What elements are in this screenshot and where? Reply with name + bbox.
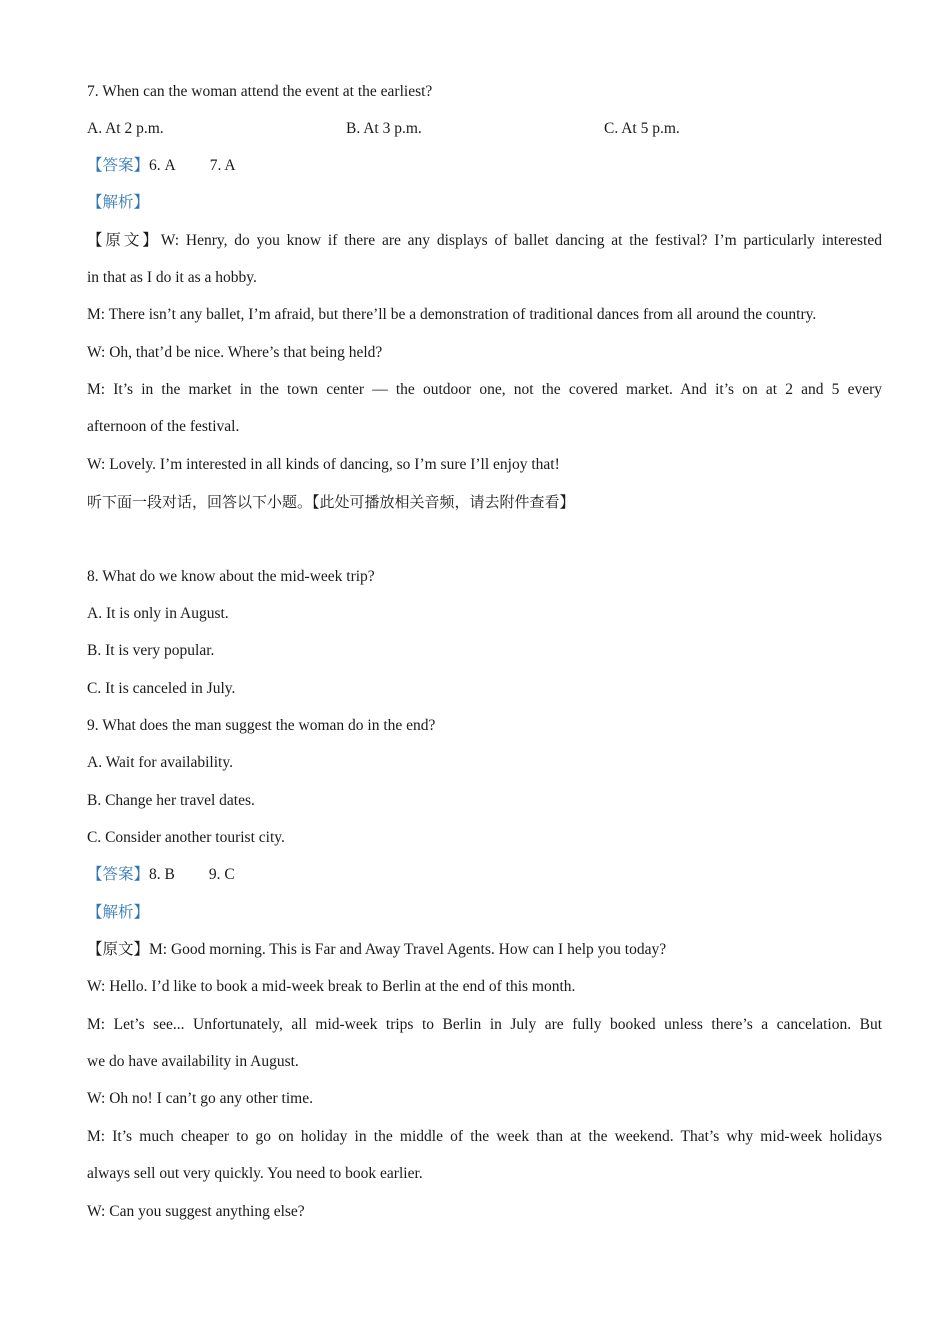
analysis-tag: 【解析】 bbox=[87, 194, 150, 211]
transcript-2-line-2: W: Hello. I’d like to book a mid-week break to Berlin at the end of this month. bbox=[87, 978, 576, 995]
transcript-2-line-1 bbox=[87, 940, 882, 960]
question-9-stem: 9. What does the man suggest the woman do in the end? bbox=[87, 717, 436, 734]
transcript-1-line-6: afternoon of the festival. bbox=[87, 418, 240, 435]
transcript-1-line-4: W: Oh, that’d be nice. Where’s that being held? bbox=[87, 344, 383, 361]
original-tag: 【原文】 bbox=[87, 941, 150, 958]
answer-tag: 【答案】 bbox=[87, 157, 150, 174]
answer-6: 6. A bbox=[149, 157, 176, 174]
question-9-option-a: A. Wait for availability. bbox=[87, 754, 233, 771]
question-7-option-c: C. At 5 p.m. bbox=[604, 120, 680, 137]
question-7-stem: 7. When can the woman attend the event at the earliest? bbox=[87, 83, 433, 100]
question-7-option-a: A. At 2 p.m. bbox=[87, 120, 164, 137]
answer-8: 8. B bbox=[149, 866, 175, 883]
question-9-option-c: C. Consider another tourist city. bbox=[87, 829, 285, 846]
question-8-option-a: A. It is only in August. bbox=[87, 605, 229, 622]
question-8-option-b: B. It is very popular. bbox=[87, 642, 215, 659]
transcript-2-line-7: always sell out very quickly. You need to book earlier. bbox=[87, 1165, 423, 1182]
transcript-2-line-4: we do have availability in August. bbox=[87, 1053, 299, 1070]
answer-line-8-9 bbox=[87, 865, 882, 885]
transcript-2-line-6: M: It’s much cheaper to go on holiday in the middle of the week than at the weekend. That’s why mid-week holidays bbox=[87, 1128, 882, 1145]
analysis-tag: 【解析】 bbox=[87, 904, 150, 921]
transcript-2-line-5: W: Oh no! I can’t go any other time. bbox=[87, 1090, 313, 1107]
transcript-1-line-3: M: There isn’t any ballet, I’m afraid, but there’ll be a demonstration of traditional dances from all around the country. bbox=[87, 306, 817, 323]
transcript-1-line-7: W: Lovely. I’m interested in all kinds of dancing, so I’m sure I’ll enjoy that! bbox=[87, 456, 560, 473]
answer-line-6-7 bbox=[87, 156, 882, 176]
answer-9: 9. C bbox=[208, 866, 235, 883]
question-7-option-b: B. At 3 p.m. bbox=[346, 120, 422, 137]
original-tag: 【原文】 bbox=[87, 232, 161, 249]
question-9-option-b: B. Change her travel dates. bbox=[87, 792, 255, 809]
transcript-1-text-1: W: Henry, do you know if there are any displays of ballet dancing at the festival? I’m particularly interested bbox=[160, 232, 882, 249]
transcript-2-line-8: W: Can you suggest anything else? bbox=[87, 1203, 305, 1220]
transcript-2-line-3: M: Let’s see... Unfortunately, all mid-week trips to Berlin in July are fully booked unless there’s a cancelation. But bbox=[87, 1016, 882, 1033]
transcript-1-line-1 bbox=[87, 231, 882, 251]
answer-tag: 【答案】 bbox=[87, 866, 150, 883]
transcript-1-line-2: in that as I do it as a hobby. bbox=[87, 269, 257, 286]
listening-instruction: 听下面一段对话，回答以下小题。【此处可播放相关音频，请去附件查看】 bbox=[87, 493, 575, 511]
transcript-2-text-1: M: Good morning. This is Far and Away Travel Agents. How can I help you today? bbox=[149, 941, 667, 958]
question-8-stem: 8. What do we know about the mid-week trip? bbox=[87, 568, 375, 585]
question-8-option-c: C. It is canceled in July. bbox=[87, 680, 236, 697]
answer-7: 7. A bbox=[209, 157, 236, 174]
transcript-1-line-5: M: It’s in the market in the town center — the outdoor one, not the covered market. And it’s on at 2 and 5 every bbox=[87, 381, 882, 398]
